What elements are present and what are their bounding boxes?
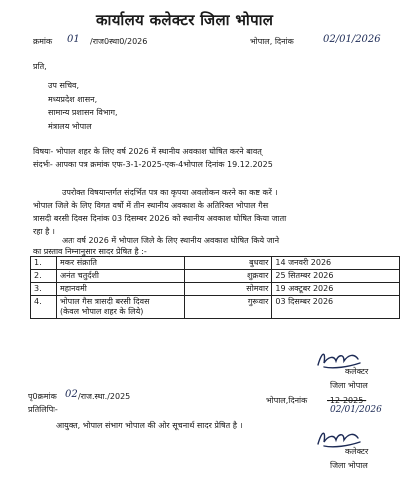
row-number: 1. bbox=[31, 257, 57, 270]
holiday-name: अनंत चतुर्दशी bbox=[56, 270, 184, 283]
table-row bbox=[31, 296, 400, 319]
recipient-line: उप सचिव, bbox=[48, 81, 80, 90]
holiday-name: भोपाल गैस त्रासदी बरसी दिवस bbox=[59, 297, 150, 306]
endorsement-ref-suffix: /राज.स्था./2025 bbox=[78, 392, 131, 401]
subject: विषयः- भोपाल शहर के लिए वर्ष 2026 में स्थानीय अवकाश घोषित करने बावत् bbox=[33, 147, 262, 156]
endorsement-date-label: भोपाल,दिनांक bbox=[266, 396, 308, 405]
holiday-name-cell bbox=[56, 296, 184, 319]
holiday-name: महानवमी bbox=[56, 283, 184, 296]
salutation: प्रति, bbox=[33, 62, 47, 71]
endorsement-ref-prefix: पृ0क्रमांक bbox=[28, 392, 57, 401]
table-row bbox=[31, 270, 400, 283]
body-line: अतः वर्ष 2026 में भोपाल जिले के लिए स्थानीय अवकाश घोषित किये जाने bbox=[62, 236, 280, 245]
row-number: 4. bbox=[31, 296, 57, 319]
body-line: उपरोक्त विषयान्तर्गत संदर्भित पत्र का कृपया अवलोकन करने का कष्ट करें । bbox=[62, 188, 278, 197]
recipient-line: सामान्य प्रशासन विभाग, bbox=[48, 108, 118, 117]
reference: संदर्भः- आपका पत्र क्रमांक एफ-3-1-2025-एक-4भोपाल दिनांक 19.12.2025 bbox=[33, 160, 273, 169]
body-line: का प्रस्ताव निम्नानुसार सादर प्रेषित है :- bbox=[33, 247, 147, 256]
body-line: रहा है । bbox=[33, 227, 55, 236]
date-value-handwritten: 02/01/2026 bbox=[323, 34, 381, 45]
office-title: कार्यालय कलेक्टर जिला भोपाल bbox=[96, 11, 274, 29]
holiday-date: 14 जनवरी 2026 bbox=[272, 257, 400, 270]
holiday-day: शुक्रवार bbox=[184, 270, 272, 283]
row-number: 3. bbox=[31, 283, 57, 296]
holiday-day: गुरूवार bbox=[184, 296, 272, 319]
recipient-line: मंत्रालय भोपाल bbox=[48, 122, 92, 131]
signature-title: कलेक्टर bbox=[345, 447, 369, 456]
signature-place: जिला भोपाल bbox=[330, 461, 368, 470]
copy-line: आयुक्त, भोपाल संभाग भोपाल की ओर सूचनार्थ सादर प्रेषित है । bbox=[56, 421, 243, 430]
table-row bbox=[31, 257, 400, 270]
holiday-day: सोमवार bbox=[184, 283, 272, 296]
holiday-date: 19 अक्टूबर 2026 bbox=[272, 283, 400, 296]
endorsement-date-handwritten: 02/01/2026 bbox=[330, 405, 382, 415]
row-number: 2. bbox=[31, 270, 57, 283]
endorsement-date-struck: -12-2025- bbox=[327, 396, 367, 405]
holiday-name-note: (केवल भोपाल शहर के लिये) bbox=[59, 307, 144, 316]
holiday-name: मकर संक्राति bbox=[56, 257, 184, 270]
body-line: त्रासदी बरसी दिवस दिनांक 03 दिसम्बर 2026 को स्थानीय अवकाश घोषित किया जाता bbox=[33, 214, 287, 223]
body-line: भोपाल जिले के लिए विगत वर्षो में तीन स्थानीय अवकाश के अतिरिक्त भोपाल गैस bbox=[33, 201, 269, 210]
table-row bbox=[31, 283, 400, 296]
holiday-table bbox=[30, 256, 400, 319]
copy-label: प्रतिलिपिः- bbox=[28, 405, 58, 414]
holiday-day: बुधवार bbox=[184, 257, 272, 270]
endorsement-ref-number: 02 bbox=[65, 389, 78, 400]
signature-place: जिला भोपाल bbox=[330, 381, 368, 390]
ref-prefix: क्रमांक bbox=[33, 37, 53, 46]
date-label: भोपाल, दिनांक bbox=[250, 37, 294, 46]
holiday-date: 25 सितम्बर 2026 bbox=[272, 270, 400, 283]
signature-title: कलेक्टर bbox=[345, 367, 369, 376]
ref-suffix: /राज0स्था0/2026 bbox=[90, 37, 148, 46]
ref-number-handwritten: 01 bbox=[67, 34, 80, 45]
recipient-line: मध्यप्रदेश शासन, bbox=[48, 95, 98, 104]
holiday-date: 03 दिसम्बर 2026 bbox=[272, 296, 400, 319]
